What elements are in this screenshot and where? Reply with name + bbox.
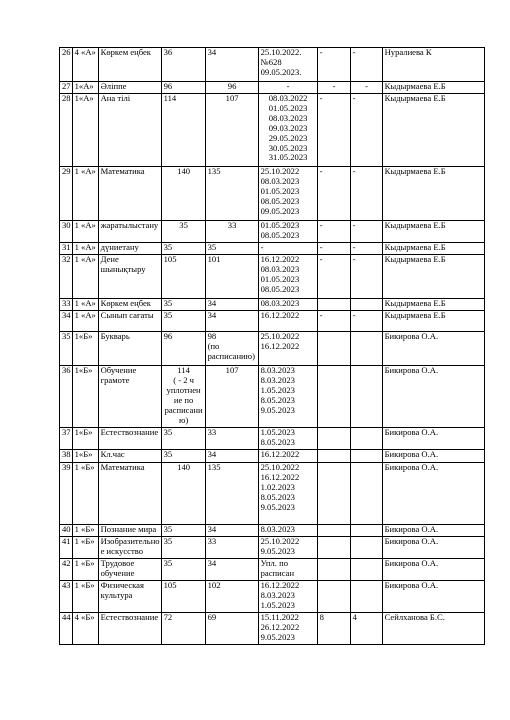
cell-subject: Кл.час xyxy=(98,450,161,463)
cell-col7 xyxy=(317,299,350,311)
cell-col7 xyxy=(317,366,350,428)
cell-teacher: Сейлханова Б.С. xyxy=(382,613,484,645)
cell-col8 xyxy=(350,332,382,366)
cell-class: 1 «А» xyxy=(72,167,98,221)
table-row xyxy=(60,559,485,581)
cell-subject: Познание мира xyxy=(98,525,161,537)
cell-col7 xyxy=(317,463,350,525)
cell-col8 xyxy=(350,299,382,311)
table-row xyxy=(60,450,485,463)
cell-col7: - xyxy=(317,94,350,167)
cell-col8 xyxy=(350,559,382,581)
cell-col8: - xyxy=(350,255,382,299)
cell-col8 xyxy=(350,366,382,428)
cell-col8: - xyxy=(350,94,382,167)
table-row xyxy=(60,613,485,645)
cell-col7: - xyxy=(317,243,350,255)
cell-dates: 15.11.2022 26.12.2022 9.05.2023 xyxy=(258,613,317,645)
cell-col7: - xyxy=(317,255,350,299)
cell-class: 1 «А» xyxy=(72,311,98,332)
cell-actual-hours: 96 xyxy=(205,82,258,94)
table-row xyxy=(60,48,485,82)
cell-planned-hours: 35 xyxy=(161,221,205,243)
cell-actual-hours: 34 xyxy=(205,299,258,311)
cell-dates: 16.12.2022 xyxy=(258,311,317,332)
cell-dates: 25.10.2022. №628 09.05.2023. xyxy=(258,48,317,82)
cell-col8 xyxy=(350,463,382,525)
cell-subject: Изобразительно е искусство xyxy=(98,537,161,559)
cell-teacher: Кыдырмаева Е.Б xyxy=(382,243,484,255)
cell-col8 xyxy=(350,428,382,450)
cell-planned-hours: 35 xyxy=(161,428,205,450)
cell-actual-hours: 34 xyxy=(205,48,258,82)
cell-number: 41 xyxy=(60,537,73,559)
cell-planned-hours: 35 xyxy=(161,450,205,463)
cell-number: 37 xyxy=(60,428,73,450)
cell-number: 35 xyxy=(60,332,73,366)
cell-planned-hours: 35 xyxy=(161,311,205,332)
cell-teacher: Бикирова О.А. xyxy=(382,537,484,559)
cell-class: 1«Б» xyxy=(72,450,98,463)
cell-number: 44 xyxy=(60,613,73,645)
table-row xyxy=(60,82,485,94)
cell-col8 xyxy=(350,581,382,613)
cell-teacher: Бикирова О.А. xyxy=(382,559,484,581)
table-row xyxy=(60,463,485,525)
cell-col8: - xyxy=(350,221,382,243)
cell-subject: Обучение грамоте xyxy=(98,366,161,428)
cell-teacher: Бикирова О.А. xyxy=(382,463,484,525)
cell-class: 1 «Б» xyxy=(72,525,98,537)
cell-subject: дүниетану xyxy=(98,243,161,255)
table-row xyxy=(60,167,485,221)
cell-planned-hours: 35 xyxy=(161,243,205,255)
cell-class: 1«А» xyxy=(72,94,98,167)
cell-teacher: Кыдырмаева Е.Б xyxy=(382,311,484,332)
cell-subject: Әліппе xyxy=(98,82,161,94)
cell-subject: Математика xyxy=(98,167,161,221)
cell-subject: Трудовое обучение xyxy=(98,559,161,581)
cell-subject: Математика xyxy=(98,463,161,525)
cell-number: 38 xyxy=(60,450,73,463)
cell-dates: - xyxy=(258,243,317,255)
cell-col8: - xyxy=(350,311,382,332)
cell-actual-hours: 135 xyxy=(205,463,258,525)
cell-teacher: Бикирова О.А. xyxy=(382,428,484,450)
table-row xyxy=(60,581,485,613)
cell-actual-hours: 33 xyxy=(205,428,258,450)
cell-number: 34 xyxy=(60,311,73,332)
schedule-table xyxy=(59,47,485,645)
cell-dates: Упл. по расписан xyxy=(258,559,317,581)
cell-number: 31 xyxy=(60,243,73,255)
cell-subject: Букварь xyxy=(98,332,161,366)
cell-teacher: Бикирова О.А. xyxy=(382,581,484,613)
cell-dates: 08.03.2023 xyxy=(258,299,317,311)
cell-col8: - xyxy=(350,167,382,221)
cell-planned-hours: 72 xyxy=(161,613,205,645)
cell-teacher: Кыдырмаева Е.Б xyxy=(382,94,484,167)
cell-subject: Сынып сағаты xyxy=(98,311,161,332)
cell-planned-hours: 140 xyxy=(161,167,205,221)
cell-actual-hours: 107 xyxy=(205,94,258,167)
cell-planned-hours: 114 xyxy=(161,94,205,167)
cell-col7 xyxy=(317,525,350,537)
cell-col7 xyxy=(317,332,350,366)
cell-actual-hours: 101 xyxy=(205,255,258,299)
cell-class: 1«Б» xyxy=(72,366,98,428)
cell-planned-hours: 96 xyxy=(161,82,205,94)
cell-dates: 25.10.2022 9.05.2023 xyxy=(258,537,317,559)
cell-teacher: Бикирова О.А. xyxy=(382,450,484,463)
cell-col7 xyxy=(317,581,350,613)
cell-planned-hours: 140 xyxy=(161,463,205,525)
table-row xyxy=(60,537,485,559)
cell-subject: Ана тілі xyxy=(98,94,161,167)
cell-teacher: Кыдырмаева Е.Б xyxy=(382,82,484,94)
cell-planned-hours: 36 xyxy=(161,48,205,82)
cell-col7: - xyxy=(317,221,350,243)
cell-actual-hours: 34 xyxy=(205,311,258,332)
cell-number: 33 xyxy=(60,299,73,311)
cell-class: 1«Б» xyxy=(72,332,98,366)
cell-teacher: Нуралиева К xyxy=(382,48,484,82)
cell-class: 4 «А» xyxy=(72,48,98,82)
cell-class: 4 «Б» xyxy=(72,613,98,645)
cell-planned-hours: 105 xyxy=(161,581,205,613)
cell-dates: 16.12.2022 xyxy=(258,450,317,463)
cell-number: 39 xyxy=(60,463,73,525)
table-row xyxy=(60,332,485,366)
table-row xyxy=(60,311,485,332)
cell-actual-hours: 33 xyxy=(205,537,258,559)
cell-dates: 01.05.2023 08.05.2023 xyxy=(258,221,317,243)
cell-col8: - xyxy=(350,48,382,82)
cell-actual-hours: 102 xyxy=(205,581,258,613)
cell-teacher: Бикирова О.А. xyxy=(382,525,484,537)
cell-class: 1 «А» xyxy=(72,255,98,299)
cell-number: 42 xyxy=(60,559,73,581)
cell-class: 1«А» xyxy=(72,82,98,94)
cell-col7 xyxy=(317,559,350,581)
cell-planned-hours: 35 xyxy=(161,299,205,311)
cell-col7 xyxy=(317,428,350,450)
cell-actual-hours: 35 xyxy=(205,243,258,255)
cell-dates: 25.10.2022 16.12.2022 1.02.2023 8.05.2023 9.05.2023 xyxy=(258,463,317,525)
cell-col8 xyxy=(350,450,382,463)
cell-class: 1 «А» xyxy=(72,243,98,255)
cell-teacher: Кыдырмаева Е.Б xyxy=(382,167,484,221)
cell-dates: 1.05.2023 8.05.2023 xyxy=(258,428,317,450)
cell-dates: 25.10.2022 08.03.2023 01.05.2023 08.05.2023 09.05.2023 xyxy=(258,167,317,221)
cell-number: 27 xyxy=(60,82,73,94)
cell-col7: - xyxy=(317,167,350,221)
cell-planned-hours: 105 xyxy=(161,255,205,299)
cell-class: 1 «А» xyxy=(72,299,98,311)
table-row xyxy=(60,428,485,450)
cell-subject: жаратылыстану xyxy=(98,221,161,243)
cell-col8: 4 xyxy=(350,613,382,645)
cell-actual-hours: 107 xyxy=(205,366,258,428)
cell-planned-hours: 96 xyxy=(161,332,205,366)
cell-col8: - xyxy=(350,243,382,255)
cell-actual-hours: 69 xyxy=(205,613,258,645)
cell-col8 xyxy=(350,525,382,537)
cell-teacher: Бикирова О.А. xyxy=(382,366,484,428)
cell-dates: 25.10.2022 16.12.2022 xyxy=(258,332,317,366)
cell-planned-hours: 35 xyxy=(161,537,205,559)
cell-col7 xyxy=(317,537,350,559)
cell-subject: Көркем еңбек xyxy=(98,48,161,82)
table-row xyxy=(60,525,485,537)
cell-dates: - xyxy=(258,82,317,94)
cell-class: 1 «Б» xyxy=(72,559,98,581)
cell-subject: Физическая культура xyxy=(98,581,161,613)
cell-number: 36 xyxy=(60,366,73,428)
cell-class: 1 «Б» xyxy=(72,537,98,559)
cell-dates: 16.12.2022 8.03.2023 1.05.2023 xyxy=(258,581,317,613)
table-row xyxy=(60,221,485,243)
cell-planned-hours: 35 xyxy=(161,525,205,537)
cell-teacher: Кыдырмаева Е.Б xyxy=(382,299,484,311)
cell-subject: Көркем еңбек xyxy=(98,299,161,311)
cell-actual-hours: 34 xyxy=(205,559,258,581)
cell-class: 1 «А» xyxy=(72,221,98,243)
cell-teacher: Кыдырмаева Е.Б xyxy=(382,255,484,299)
cell-number: 40 xyxy=(60,525,73,537)
cell-col7: - xyxy=(317,48,350,82)
cell-number: 30 xyxy=(60,221,73,243)
table-row xyxy=(60,94,485,167)
cell-dates: 08.03.2022 01.05.2023 08.03.2023 09.03.2023 29.05.2023 30.05.2023 31.05.2023 xyxy=(258,94,317,167)
cell-class: 1«Б» xyxy=(72,428,98,450)
cell-col7: 8 xyxy=(317,613,350,645)
cell-number: 29 xyxy=(60,167,73,221)
cell-number: 43 xyxy=(60,581,73,613)
cell-number: 32 xyxy=(60,255,73,299)
cell-class: 1 «Б» xyxy=(72,463,98,525)
cell-actual-hours: 33 xyxy=(205,221,258,243)
cell-actual-hours: 98 (по расписанию) xyxy=(205,332,258,366)
cell-dates: 8.03.2023 xyxy=(258,525,317,537)
cell-number: 26 xyxy=(60,48,73,82)
cell-col8 xyxy=(350,537,382,559)
cell-subject: Естествознание xyxy=(98,613,161,645)
cell-col7 xyxy=(317,450,350,463)
cell-dates: 16.12.2022 08.03.2023 01.05.2023 08.05.2023 xyxy=(258,255,317,299)
cell-teacher: Кыдырмаева Е.Б xyxy=(382,221,484,243)
table-row xyxy=(60,255,485,299)
cell-planned-hours: 35 xyxy=(161,559,205,581)
cell-planned-hours: 114 ( - 2 ч уплотнен ие по расписани ю) xyxy=(161,366,205,428)
table-row xyxy=(60,299,485,311)
cell-class: 1 «Б» xyxy=(72,581,98,613)
cell-teacher: Бикирова О.А. xyxy=(382,332,484,366)
cell-actual-hours: 34 xyxy=(205,450,258,463)
cell-subject: Естествознание xyxy=(98,428,161,450)
cell-col7: - xyxy=(317,82,350,94)
cell-dates: 8.03.2023 8.03.2023 1.05.2023 8.05.2023 9.05.2023 xyxy=(258,366,317,428)
cell-subject: Дене шынықтыру xyxy=(98,255,161,299)
cell-number: 28 xyxy=(60,94,73,167)
table-row xyxy=(60,366,485,428)
cell-col8: - xyxy=(350,82,382,94)
table-row xyxy=(60,243,485,255)
cell-actual-hours: 135 xyxy=(205,167,258,221)
cell-col7: - xyxy=(317,311,350,332)
cell-actual-hours: 34 xyxy=(205,525,258,537)
